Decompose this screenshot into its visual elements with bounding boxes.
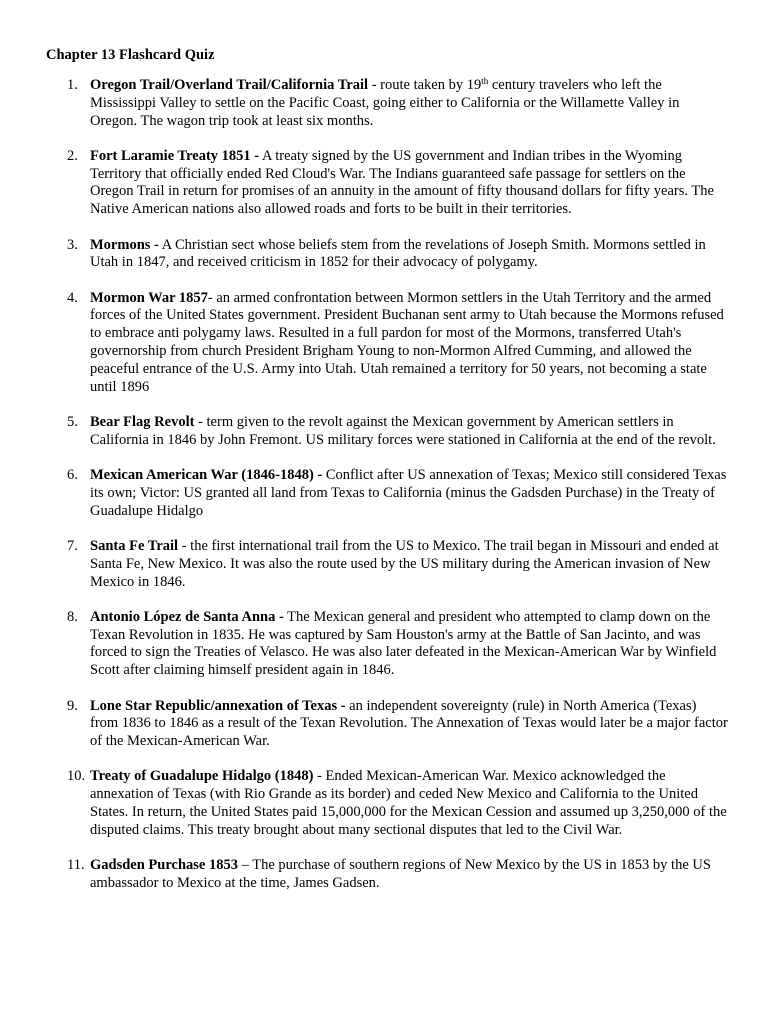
list-item: [46, 290, 728, 397]
list-item: [46, 77, 728, 130]
item-number: 4.: [67, 289, 78, 306]
item-term: Mormon War 1857: [90, 289, 208, 306]
list-item: [46, 467, 728, 520]
item-number: 9.: [67, 697, 78, 714]
item-term: Lone Star Republic/annexation of Texas -: [90, 697, 346, 714]
item-definition: - an armed confrontation between Mormon settlers in the Utah Territory and the armed forces of the United States government. President Buchanan sent army to Utah because the Mormons refused to embrace anti polygamy laws. Resulted in a full pardon for most of the Mormons, transferred Utah's governorship from church President Brigham Young to non-Mormon Alfred Cumming, and allowed the peaceful entrance of the U.S. Army into Utah. Utah remained a territory for 50 years, not becoming a state until 1896: [90, 289, 724, 395]
item-number: 8.: [67, 608, 78, 625]
item-term: Bear Flag Revolt: [90, 413, 195, 430]
list-item: [46, 538, 728, 591]
item-number: 3.: [67, 236, 78, 253]
item-number: 1.: [67, 77, 78, 93]
item-term: Treaty of Guadalupe Hidalgo (1848): [90, 768, 314, 785]
item-definition: term given to the revolt against the Mexican government by American settlers in California in 1846 by John Fremont. US military forces were stationed in California at the end of the revolt.: [90, 413, 716, 448]
item-definition: A treaty signed by the US government and Indian tribes in the Wyoming Territory that officially ended Red Cloud's War. The Indians guaranteed safe passage for settlers on the Oregon Trail in return for promises of an annuity in the amount of fifty thousand dollars for fifty years. The Native American nations also allowed roads and forts to be built in their territories.: [90, 147, 714, 218]
item-term: Fort Laramie Treaty 1851 -: [90, 147, 260, 164]
item-term: Oregon Trail/Overland Trail/California Trail: [90, 77, 369, 93]
item-number: 5.: [67, 413, 78, 430]
list-item: [46, 414, 728, 450]
item-separator: -: [178, 537, 191, 554]
item-definition: the first international trail from the US to Mexico. The trail began in Missouri and ended at Santa Fe, New Mexico. It was also the route used by the US military during the American invasion of New Mexico in 1846.: [90, 537, 719, 590]
item-number: 10.: [67, 768, 86, 785]
list-item: [46, 857, 728, 893]
item-number: 2.: [67, 147, 78, 164]
page-title: Chapter 13 Flashcard Quiz: [46, 47, 215, 63]
item-definition-part: route taken by 19: [380, 77, 482, 93]
item-term: Antonio López de Santa Anna -: [90, 608, 284, 625]
list-item: [46, 609, 728, 680]
item-definition: The Mexican general and president who attempted to clamp down on the Texan Revolution in 1835. He was captured by Sam Houston's army at the Battle of San Jacinto, and was forced to sign the Treaties of Velasco. He was also later defeated in the Mexican-American War by Winfield Scott after claiming himself president again in 1846.: [90, 608, 717, 679]
item-definition: Ended Mexican-American War. Mexico acknowledged the annexation of Texas (with Rio Grande as its border) and ceded New Mexico and California to the United States. In return, the United States paid 15,000,000 for the Mexican Cession and assumed up 3,250,000 of the disputed claims. This treaty brought about many sectional disputes that led to the Civil War.: [90, 768, 727, 838]
item-number: 6.: [67, 467, 78, 484]
item-definition: century travelers who left the Mississippi Valley to settle on the Pacific Coast, going either to California or the Willamette Valley in Oregon. The wagon trip took at least six months.: [90, 77, 680, 129]
item-separator: -: [194, 413, 207, 430]
list-item: [46, 148, 728, 219]
item-term: Santa Fe Trail: [90, 537, 179, 554]
item-superscript: th: [481, 76, 489, 86]
list-item: [46, 768, 728, 839]
item-term: Mormons -: [90, 236, 159, 253]
item-number: 11.: [67, 857, 85, 874]
item-separator: –: [237, 857, 253, 874]
item-definition: Conflict after US annexation of Texas; Mexico still considered Texas its own; Victor: US granted all land from Texas to California (minus the Gadsden Purchase) in the Treaty of Guadalupe Hidalgo: [90, 467, 727, 519]
item-term: Gadsden Purchase 1853: [90, 857, 238, 874]
item-separator: -: [368, 77, 381, 93]
list-item: [46, 698, 728, 751]
item-definition: A Christian sect whose beliefs stem from the revelations of Joseph Smith. Mormons settled in Utah in 1847, and received criticism in 1852 for their advocacy of polygamy.: [90, 236, 706, 271]
list-item: [46, 237, 728, 273]
flashcard-list: [46, 77, 728, 893]
item-term: Mexican American War (1846-1848) -: [90, 467, 323, 484]
item-definition: an independent sovereignty (rule) in North America (Texas) from 1836 to 1846 as a result of the Texan Revolution. The Annexation of Texas would later be a major factor of the Mexican-American War.: [90, 697, 728, 750]
item-separator: -: [313, 768, 326, 785]
item-number: 7.: [67, 537, 78, 554]
item-definition: The purchase of southern regions of New Mexico by the US in 1853 by the US ambassador to Mexico at the time, James Gadsen.: [90, 857, 711, 891]
